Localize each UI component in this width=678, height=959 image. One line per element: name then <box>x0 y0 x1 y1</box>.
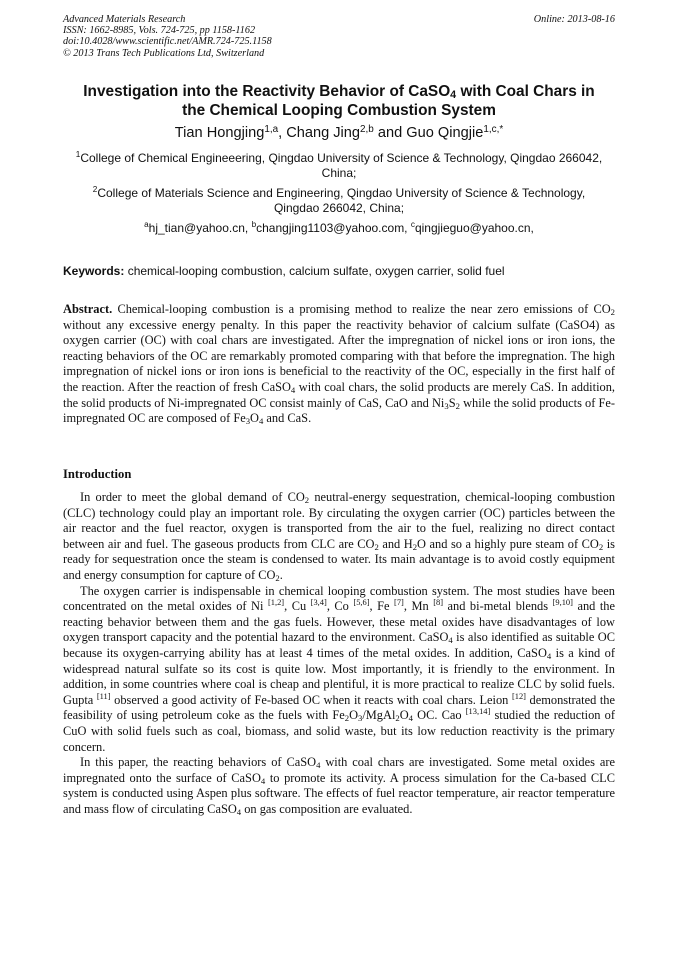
keywords <box>63 264 615 279</box>
text-run: In order to meet the global demand of CO <box>80 490 305 504</box>
journal-header <box>63 14 615 59</box>
text-run: , Mn <box>403 599 434 614</box>
author-name: Guo Qingjie <box>406 125 484 141</box>
author-list <box>63 124 615 142</box>
text-run: studied the reduction of CuO with solid fuels such as coal, biomass, and solid waste, but its low reduction reactivity is the primary concern. <box>63 708 615 754</box>
text-run: with coal chars are investigated. Some metal oxides are impregnated onto the surface of CaSO <box>63 755 615 785</box>
citation: [11] <box>96 690 111 701</box>
email: changjing1103@yahoo.com, <box>256 221 411 235</box>
text-run: on gas composition are evaluated. <box>241 801 413 816</box>
text-run: , Co <box>326 599 354 614</box>
email-mark: b <box>251 220 257 229</box>
text-run: is also identified as suitable OC because its oxygen-carrying ability has at least 4 times of the metal oxides. In addition, CaSO <box>63 630 615 660</box>
text-run: The oxygen carrier is indispensable in chemical looping combustion system. The most studies have been concentrated on the metal oxides of Ni <box>63 583 615 614</box>
paragraph <box>63 490 615 584</box>
author-sep: and <box>373 125 407 141</box>
affiliation-mark: 1 <box>75 150 81 159</box>
text-run: . <box>279 567 283 582</box>
author-name: Chang Jing <box>286 125 361 141</box>
abstract-text: O <box>250 411 259 426</box>
subscript: 2 <box>374 541 379 552</box>
paragraph <box>63 755 615 817</box>
abstract-text: S <box>448 395 456 410</box>
keywords-label: Keywords: <box>63 264 125 278</box>
introduction-body <box>63 490 615 817</box>
subscript: 2 <box>304 495 310 505</box>
text-run: O and so a highly pure steam of CO <box>417 536 599 551</box>
text-run: to promote its activity. A process simulation for the Ca-based CLC system is conducted using Aspen plus software. The effects of fuel reactor temperature, air reactor temperature and mass flow of circulating CaSO <box>63 770 615 816</box>
subscript: 4 <box>546 650 552 661</box>
subscript: 3 <box>245 416 251 427</box>
citation: [13,14] <box>465 706 491 717</box>
abstract-text: Chemical-looping combustion is a promising method to realize the near zero emissions of CO <box>112 302 611 316</box>
paper-title <box>63 82 615 120</box>
email: hj_tian@yahoo.cn, <box>148 221 252 235</box>
section-heading: Introduction <box>63 467 132 481</box>
abstract-text: without any excessive energy penalty. In this paper the reactivity behavior of calcium sulfate (CaSO4) as oxygen carrier (OC) with coal chars are investigated. After the impregnation of nickel ions or iron ions, the reacting behaviors of the OC are remarkably promoted comparing with that before the impregnation. The high impregnation of nickel ions or iron ions is beneficial to the reactivity of the OC, especially in the first half of the reaction. After the reaction of fresh CaSO <box>63 317 615 394</box>
issn-line: ISSN: 1662-8985, Vols. 724-725, pp 1158-1162 <box>63 25 256 37</box>
subscript: 2 <box>275 572 280 583</box>
text-run: and H <box>378 536 413 551</box>
affiliation-line: College of Chemical Engineeering, Qingdao University of Science & Technology, Qingdao 266042, <box>80 151 603 165</box>
text-run: demonstrated the feasibility of using petroleum coke as the fuels with Fe <box>63 692 615 723</box>
author-name: Tian Hongjing <box>174 125 265 141</box>
title-line2: the Chemical Looping Combustion System <box>182 102 496 119</box>
citation: [3,4] <box>310 597 327 608</box>
text-run: OC. Cao <box>413 708 466 723</box>
keywords-text: chemical-looping combustion, calcium sulfate, oxygen carrier, solid fuel <box>124 264 505 278</box>
citation: [12] <box>511 690 526 701</box>
abstract-text: while the solid products of Fe-impregnated OC are composed of Fe <box>63 395 615 426</box>
subscript: 3 <box>358 713 363 724</box>
text-run: observed a good activity of Fe-based OC when it reacts with coal chars. Leion <box>110 692 512 707</box>
copyright-line: © 2013 Trans Tech Publications Ltd, Switzerland <box>63 47 265 59</box>
author-mark: 1,c,* <box>483 124 504 135</box>
abstract-text: with coal chars, the solid products are merely CaS. In addition, the solid products of Ni-impregnated OC consist mainly of CaS, CaO and Ni <box>63 379 615 410</box>
text-run: is a kind of widespread natural sulfate so its cost is quite low. Most importantly, it is friendly to the environment. In addition, in some countries where coal is cheap and plentiful, it is more practical to realize CLC by solid fuels. Gupta <box>63 645 615 707</box>
affiliation-mark: 2 <box>92 185 98 194</box>
affiliation-1 <box>63 151 615 182</box>
abstract-label: Abstract. <box>63 302 113 316</box>
email-mark: a <box>144 220 149 229</box>
text-run: is ready for sequestration once the steam is condensed to water. Its main advantage is to avoid costly equipment and energy consumption for capture of CO <box>63 536 615 582</box>
email: qingjieguo@yahoo.cn, <box>414 221 534 235</box>
author-sep: , <box>278 125 287 141</box>
subscript: 4 <box>260 775 266 786</box>
subscript: 3 <box>444 400 449 411</box>
subscript: 2 <box>412 541 418 552</box>
citation: [9,10] <box>552 597 573 608</box>
subscript: 4 <box>408 713 413 724</box>
subscript: 2 <box>344 713 350 724</box>
subscript: 4 <box>316 760 321 771</box>
citation: [7] <box>394 597 404 608</box>
subscript: 4 <box>448 635 453 646</box>
text-run: neutral-energy sequestration, chemical-looping combustion (CLC) technology could play an important role. By circulating the oxygen carrier (OC) particles between the air reactor and the fuel reactor, oxygen is transported from the air to the fuel, realizing no direct contact between air and fuel. The gaseous products from CLC are CO <box>63 490 616 551</box>
subscript: 4 <box>290 384 296 395</box>
citation: [8] <box>433 597 444 608</box>
author-mark: 2,b <box>360 124 374 135</box>
paragraph <box>63 584 615 756</box>
subscript: 2 <box>598 541 604 552</box>
email-list <box>63 221 615 236</box>
subscript: 2 <box>610 307 615 317</box>
text-run: In this paper, the reacting behaviors of CaSO <box>80 755 317 770</box>
journal-name: Advanced Materials Research <box>63 14 186 25</box>
text-run: and the reacting behavior between them and the gas fuels. However, these metal oxides have disadvantages of low oxygen transport capacity and the potential hazard to the environment. CaSO <box>63 599 615 645</box>
affiliation-line: College of Materials Science and Engineering, Qingdao University of Science & Technology, <box>97 186 586 200</box>
affiliation-line: Qingdao 266042, China; <box>273 201 405 216</box>
citation: [5,6] <box>353 597 370 608</box>
title-line1b: with Coal Chars in <box>456 83 595 100</box>
subscript: 2 <box>395 713 400 724</box>
abstract-text: and CaS. <box>263 411 312 426</box>
text-run: , Fe <box>369 599 395 614</box>
abstract <box>63 302 615 427</box>
subscript: 4 <box>259 416 264 427</box>
title-line1a: Investigation into the Reactivity Behavior of CaSO <box>83 83 451 100</box>
subscript: 4 <box>236 806 242 817</box>
online-date: Online: 2013-08-16 <box>533 14 615 25</box>
text-run: and bi-metal blends <box>443 599 553 614</box>
text-run: O <box>399 708 409 723</box>
subscript: 2 <box>455 400 460 411</box>
text-run: , Cu <box>284 599 311 614</box>
text-run: /MgAl <box>362 708 396 723</box>
title-sub: 4 <box>450 89 457 101</box>
text-run: O <box>349 708 359 723</box>
affiliation-line: China; <box>321 166 357 181</box>
citation: [1,2] <box>267 597 285 608</box>
doi-line: doi:10.4028/www.scientific.net/AMR.724-725.1158 <box>63 36 272 48</box>
author-mark: 1,a <box>264 124 279 135</box>
affiliation-2 <box>63 186 615 217</box>
email-mark: c <box>410 220 415 229</box>
